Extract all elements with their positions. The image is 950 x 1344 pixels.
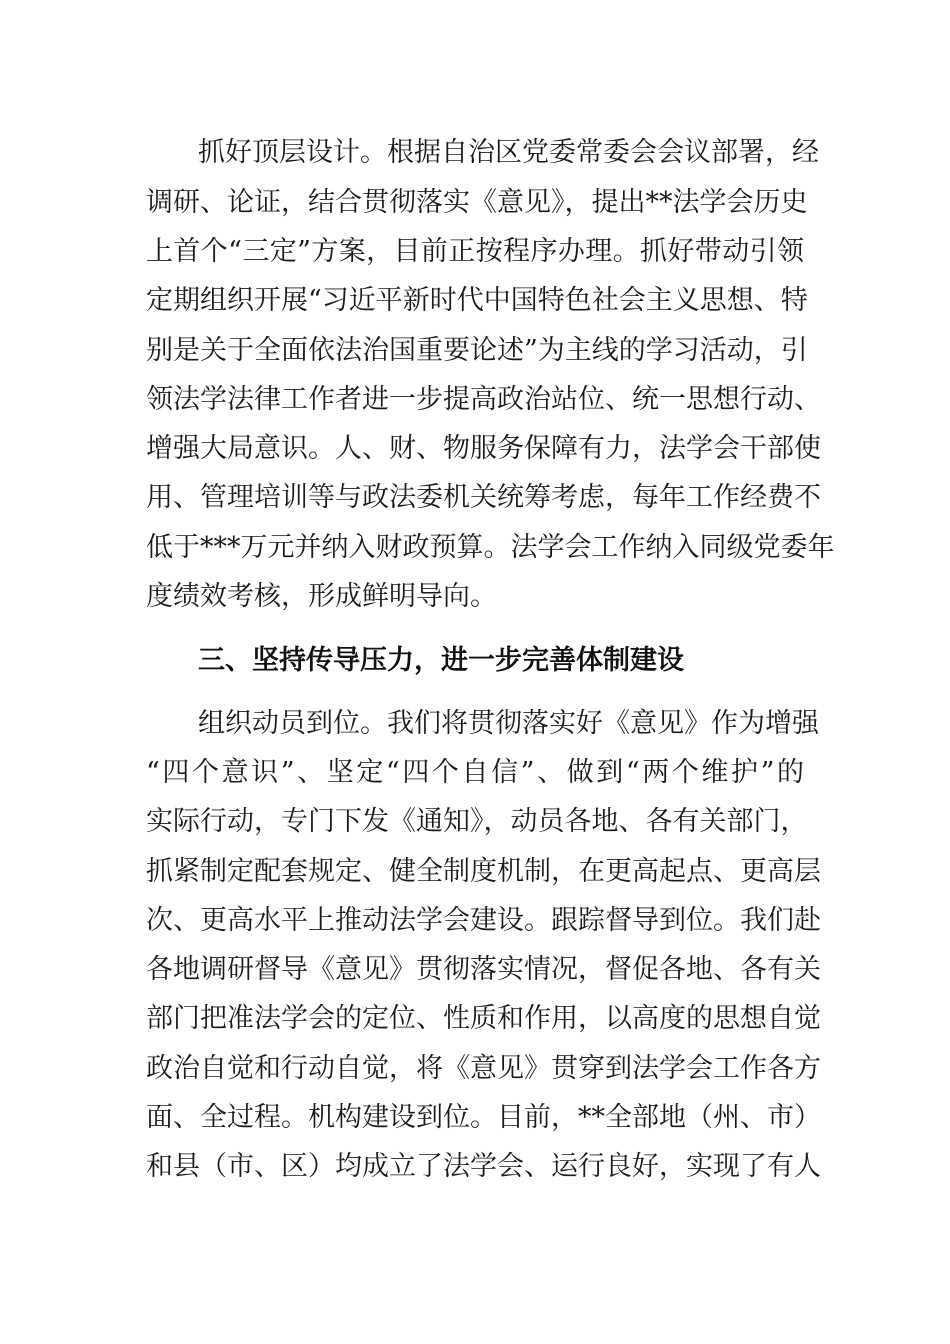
paragraph2-line: 抓紧制定配套规定、健全制度机制，在更高起点、更高层 [146,856,821,887]
paragraph2-line: 和县（市、区）均成立了法学会、运行良好，实现了有人 [146,1151,821,1182]
paragraph2-line: “四个意识”、坚定“四个自信”、做到“两个维护”的 [146,757,804,788]
section-heading: 三、坚持传导压力，进一步完善体制建设 [198,645,684,676]
paragraph1-line: 定期组织开展“习近平新时代中国特色社会主义思想、特 [146,285,808,316]
paragraph1-line: 调研、论证，结合贯彻落实《意见》，提出**法学会历史 [146,187,808,218]
paragraph1-line: 领法学法律工作者进一步提高政治站位、统一思想行动、 [146,384,821,415]
paragraph2-line: 组织动员到位。我们将贯彻落实好《意见》作为增强 [198,708,819,739]
paragraph2-line: 政治自觉和行动自觉，将《意见》贯穿到法学会工作各方 [146,1053,821,1084]
paragraph1-line: 低于***万元并纳入财政预算。法学会工作纳入同级党委年 [146,532,835,563]
paragraph2-line: 各地调研督导《意见》贯彻落实情况，督促各地、各有关 [146,954,821,985]
paragraph2-line: 次、更高水平上推动法学会建设。跟踪督导到位。我们赴 [146,905,821,936]
paragraph1-line: 上首个“三定”方案，目前正按程序办理。抓好带动引领 [146,236,804,267]
paragraph1-line: 度绩效考核，形成鲜明导向。 [146,581,497,612]
paragraph2-line: 面、全过程。机构建设到位。目前，**全部地（州、市） [146,1102,821,1133]
paragraph2-line: 部门把准法学会的定位、性质和作用，以高度的思想自觉 [146,1003,821,1034]
paragraph1-line: 用、管理培训等与政法委机关统筹考虑，每年工作经费不 [146,482,821,513]
paragraph1-line: 别是关于全面依法治国重要论述”为主线的学习活动，引 [146,335,808,366]
paragraph2-line: 实际行动，专门下发《通知》，动员各地、各有关部门， [146,806,808,837]
paragraph1-line: 抓好顶层设计。根据自治区党委常委会会议部署，经 [198,137,819,168]
paragraph1-line: 增强大局意识。人、财、物服务保障有力，法学会干部使 [146,433,821,464]
